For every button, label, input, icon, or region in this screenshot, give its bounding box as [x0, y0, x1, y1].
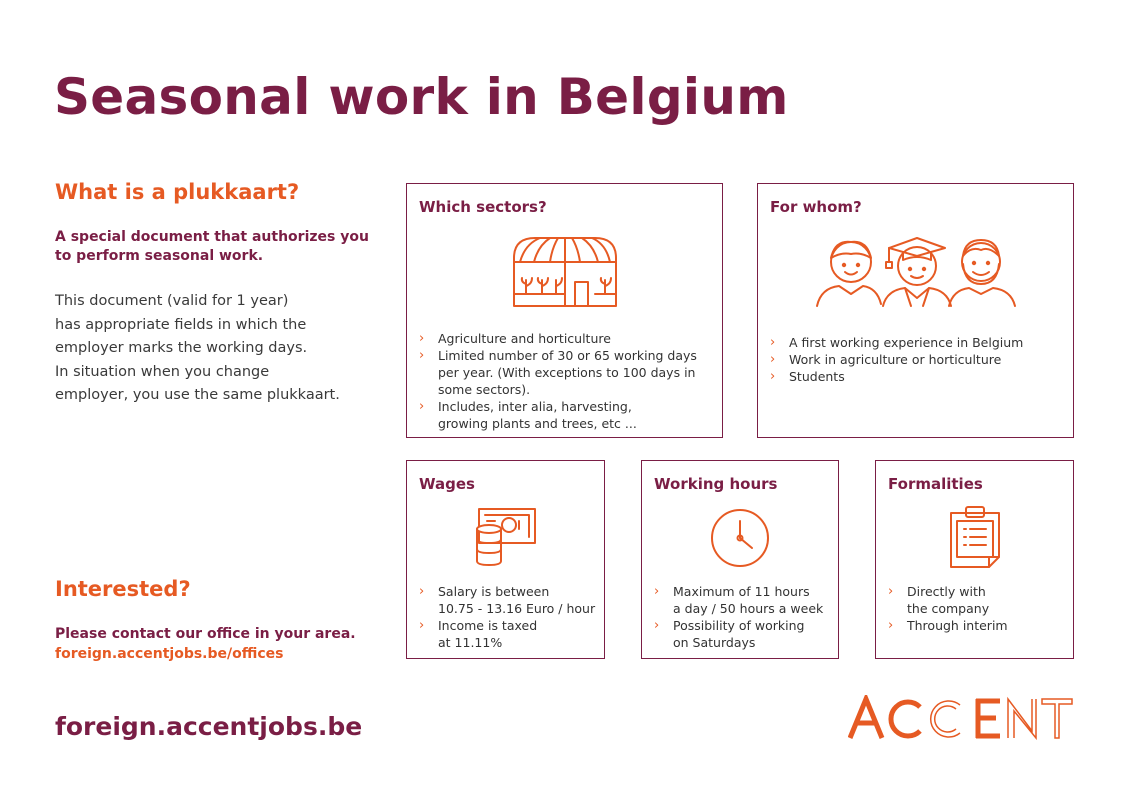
card-for-whom-list	[770, 334, 1070, 385]
description-line: This document (valid for 1 year)	[55, 293, 289, 309]
list-item: › Directly with the company	[888, 584, 990, 616]
contact-lead: Please contact our office in your area.	[55, 626, 356, 642]
list-item: › Work in agriculture or horticulture	[770, 352, 1002, 367]
list-item: › Limited number of 30 or 65 working days per year. (With exceptions to 100 days in some sectors).	[419, 348, 697, 397]
chevron-right-icon: ›	[419, 584, 425, 599]
chevron-right-icon: ›	[419, 618, 425, 633]
accent-logo	[848, 695, 1074, 741]
chevron-right-icon: ›	[770, 369, 776, 384]
description-line: has appropriate fields in which the	[55, 316, 307, 333]
clipboard-icon	[948, 505, 1002, 569]
footer-url[interactable]: foreign.accentjobs.be	[55, 712, 363, 741]
card-sectors-list	[419, 330, 719, 432]
card-wages	[406, 460, 605, 659]
chevron-right-icon: ›	[419, 331, 425, 346]
card-formalities-list	[888, 583, 1073, 634]
offices-link[interactable]: foreign.accentjobs.be/offices	[55, 646, 284, 662]
list-item: › Students	[770, 369, 845, 384]
plukkaart-heading: What is a plukkaart?	[55, 180, 300, 204]
list-item: › Salary is between 10.75 - 13.16 Euro / hour	[419, 584, 596, 616]
money-icon	[473, 505, 539, 569]
page-title: Seasonal work in Belgium	[54, 68, 789, 126]
people-icon	[815, 232, 1019, 310]
plukkaart-description	[55, 290, 375, 408]
card-formalities	[875, 460, 1074, 659]
card-for-whom-title: For whom?	[770, 198, 862, 216]
list-item: › A first working experience in Belgium	[770, 335, 1024, 350]
list-item: › Through interim	[888, 618, 1008, 633]
chevron-right-icon: ›	[770, 335, 776, 350]
chevron-right-icon: ›	[419, 399, 425, 414]
chevron-right-icon: ›	[770, 352, 776, 367]
card-for-whom	[757, 183, 1074, 438]
description-line: employer marks the working days.	[55, 340, 308, 356]
description-line: employer, you use the same plukkaart.	[55, 387, 340, 403]
chevron-right-icon: ›	[654, 584, 660, 599]
chevron-right-icon: ›	[888, 618, 894, 633]
greenhouse-icon	[510, 234, 620, 309]
card-formalities-title: Formalities	[888, 475, 983, 493]
card-working-hours-title: Working hours	[654, 475, 778, 493]
card-sectors	[406, 183, 723, 438]
description-line: In situation when you change	[55, 363, 270, 380]
plukkaart-lead: A special document that authorizes you to perform seasonal work.	[55, 229, 369, 264]
card-working-hours	[641, 460, 839, 659]
card-working-hours-list	[654, 583, 838, 651]
card-sectors-title: Which sectors?	[419, 198, 547, 216]
list-item: › Includes, inter alia, harvesting, growing plants and trees, etc ...	[419, 399, 637, 431]
chevron-right-icon: ›	[888, 584, 894, 599]
list-item: › Income is taxed at 11.11%	[419, 618, 538, 650]
interested-heading: Interested?	[55, 577, 191, 601]
card-wages-title: Wages	[419, 475, 475, 493]
list-item: › Agriculture and horticulture	[419, 331, 611, 346]
clock-icon	[709, 507, 771, 569]
chevron-right-icon: ›	[654, 618, 660, 633]
chevron-right-icon: ›	[419, 348, 425, 363]
list-item: › Maximum of 11 hours a day / 50 hours a week	[654, 584, 824, 616]
list-item: › Possibility of working on Saturdays	[654, 618, 805, 650]
card-wages-list	[419, 583, 604, 651]
